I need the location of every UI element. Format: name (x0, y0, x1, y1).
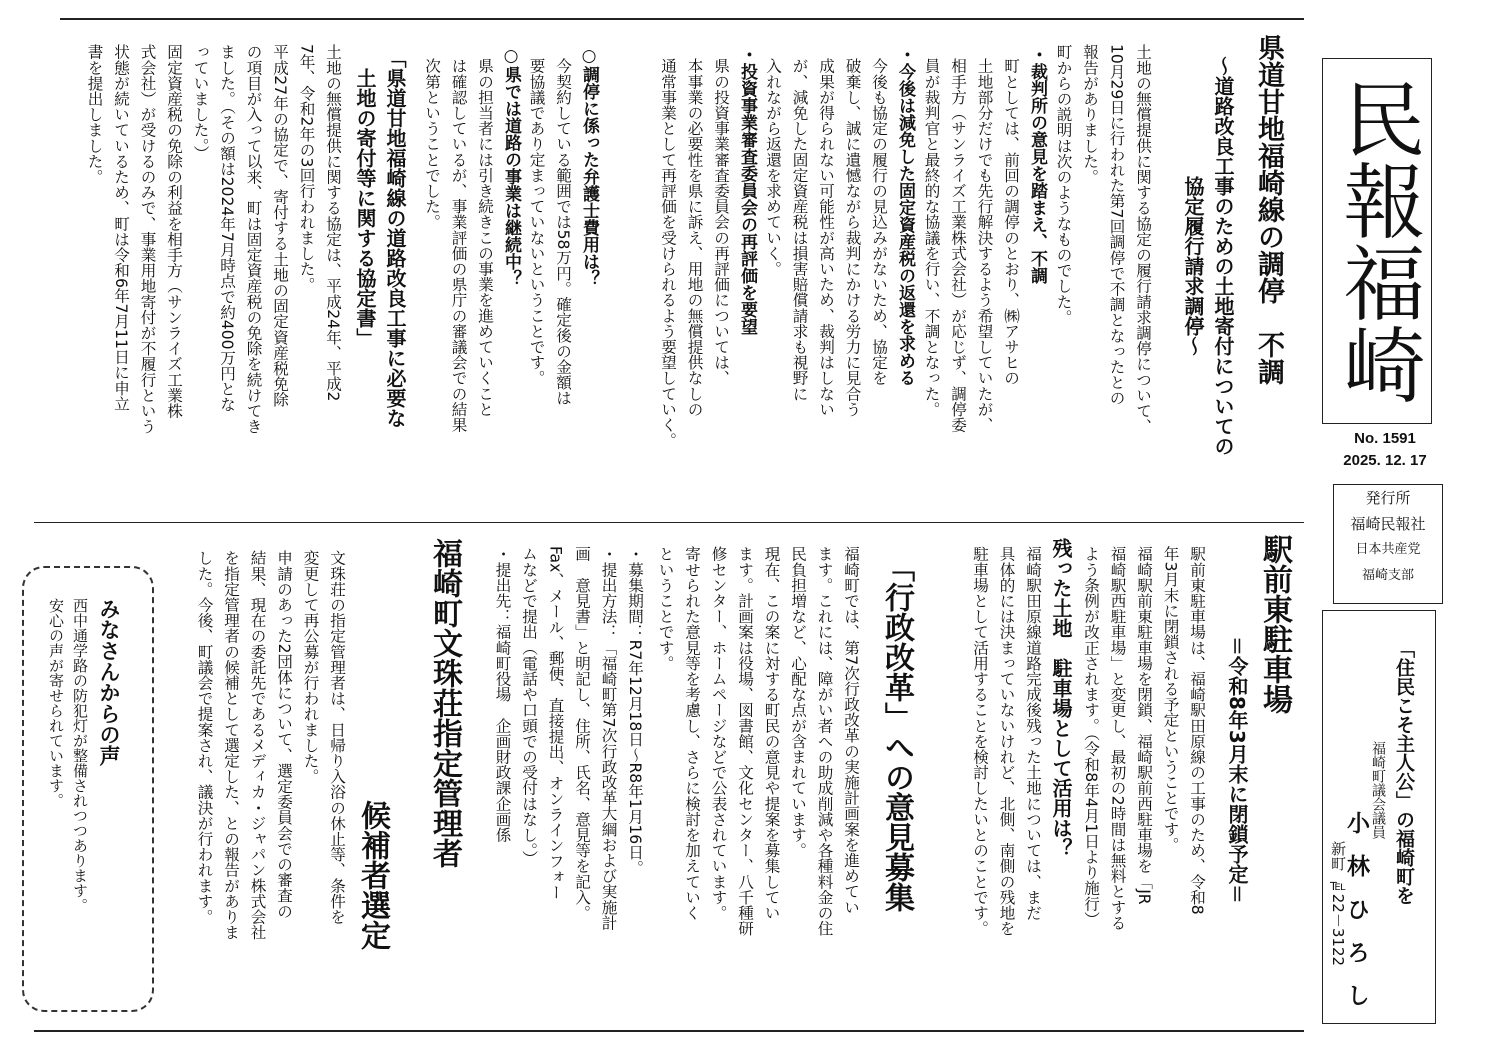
middle-rule (34, 522, 1304, 523)
bottom-rule (34, 1030, 1304, 1032)
readers-voice-title: みなさんからの声 (97, 598, 121, 766)
article2-body: 駅前東駐車場は、福崎駅田原線の工事のため、令和8 年3月末に閉鎖される予定ということです。 福崎駅前東駐車場を閉鎖、福崎駅前西駐車場を「JR 福崎駅西駐車場」と変更し、最初の2時間は無料とする よう条例が改正されます。（令和8年4月1日より施行） (1082, 546, 1206, 931)
article1-body-4: 県の投資事業審査委員会の再評価については、 本事業の必要性を県に訴え、用地の無償提供なしの 通常事業として再評価を受けられるよう要望していく。 (659, 58, 730, 448)
publisher-line: 発行所 (1365, 489, 1411, 507)
article4-title: 福崎町文珠荘指定管理者 (427, 538, 462, 868)
ad-address: 新町 ℡22－3122 (1329, 841, 1347, 967)
article3-body: 福崎町では、第7次行政改革の実施計画案を進めてい ます。これには、障がい者への助成削減や各種料金の住 民負担増など、心配な点が含まれています。 現在、この案に対する町民の意見や提案を募集してい ます。計画案は役場、図書館、文化センター、八千種研 修センター、ホームページなどで公表されています。 寄せられた意見等を考慮し、さらに検討を加えていく ということです。 (656, 546, 860, 936)
publisher-line: 福崎民報社 (1350, 515, 1426, 533)
article2-subhead: 残った土地 駐車場として活用は？ (1049, 538, 1073, 858)
article1-question-1: ○調停に係った弁護士費用は？ (579, 46, 599, 287)
article2-subtitle: ＝令和8年3月末に閉鎖予定＝ (1225, 636, 1249, 904)
readers-voice-body: 西中通学路の防犯灯が整備されつつあります。 安心の声が寄せられています。 (47, 598, 89, 913)
article1-intro: 土地の無償提供に関する協定の履行請求調停について、 10月29日に行われた第7回調停で不調となったとの 報告がありました。 町からの説明は次のようなものでした。 (1054, 44, 1152, 434)
ad-slogan: 「住民こそ主人公」の福崎町を (1393, 639, 1415, 905)
article1-body-3: 今後も協定の履行の見込みがないため、協定を 破棄し、誠に遺憾ながら裁判にかける労力に見合う 成果が得られない可能性が高いため、裁判はしない が、減免した固定資産税は損害賠償請求も視野に 入れながら返還を求めていく。 (764, 58, 888, 417)
agreement-box-body: 土地の無償提供に関する協定は、平成24年、平成2 7年、令和2年の3回行われました。 平成27年の協定で、寄付する土地の固定資産税免除 の項目が入って以来、町は固定資産税の免除を続けてき ました。（その額は2024年7月時点で約400万円とな っていました。） 固定資産税の免除の利益を相手方（サンライズ工業株 式会社）が受けるのみで、事業用地寄付が不履行という 状態が続いているため、町は令和6年7月11日に申立 書を提出しました。 (85, 44, 342, 434)
ad-name: 小 林 ひ ろ し (1343, 811, 1369, 1013)
masthead-title: 民報福崎 (1330, 77, 1425, 405)
article1-answer-2: 県の担当者には引き続きこの事業を進めていくこと は確認しているが、事業評価の県庁の審議会での結果 次第ということでした。 (423, 58, 494, 433)
readers-voice-box (22, 566, 154, 1012)
article1-title: 県道甘地福崎線の調停 不調 (1253, 34, 1284, 385)
article2-title: 駅前東駐車場 (1257, 534, 1292, 714)
issue-number: No. 1591 (1354, 430, 1416, 447)
publisher-line: 福崎支部 (1361, 568, 1414, 583)
article2-body-2: 福崎駅田原線道路完成後残った土地については、まだ 具体的には決まっていないけれど、北側、南側の残地を 駐車場として活用することを検討したいとのことです。 (971, 546, 1042, 936)
agreement-box-title: 「県道甘地福崎線の道路改良工事に必要な 土地の寄付等に関する協定書」 (353, 48, 407, 428)
publisher-box (1333, 484, 1443, 604)
masthead-box (1322, 58, 1432, 424)
article1-subhead-3: ・投資事業審査委員会の再評価を要望 (737, 46, 757, 335)
article1-subtitle: ～道路改良工事のための土地寄付についての 協定履行請求調停～ (1181, 56, 1235, 456)
article4-title-2: 候補者選定 (355, 800, 390, 950)
article1-subhead-1: ・裁判所の意見を踏まえ、不調 (1027, 46, 1047, 284)
publisher-line: 日本共産党 (1355, 542, 1421, 557)
article1-body-2: 町としては、前回の調停のとおり、㈱アサヒの 土地部分だけでも先行解決するよう希望していたが、 相手方（サンライズ工業株式会社）が応じず、調停委 員が裁判官と最終的な協議を行い、不調となった。 (922, 58, 1020, 433)
article3-title: 「行政改革」への意見募集 (879, 552, 914, 912)
article1-question-2: ○県では道路の事業は継続中？ (501, 46, 521, 287)
article1-answer-1: 今契約している範囲では58万円。確定後の金額は 要協議であり定まっていないということです。 (527, 58, 572, 406)
councillor-ad-box (1322, 610, 1436, 1024)
issue-date: 2025. 12. 17 (1343, 452, 1427, 469)
top-rule (60, 18, 1304, 20)
article4-body: 文珠荘の指定管理者は、日帰り入浴の休止等、条件を 変更して再公募が行われました。 申請のあった2団体について、選定委員会での審査の 結果、現在の委託先であるメディカ・ジャパン株式会社 を指定管理者の候補として選定した、との報告がありま した。今後、町議会で提案され、議決が行われます。 (195, 550, 346, 940)
article1-subhead-2: ・今後は減免した固定資産税の返還を求める (895, 46, 915, 386)
article3-items: ・募集期間：R7年12月18日～R8年1月16日。 ・提出方法：「福崎町第7次行政改革大綱および実施計 画 意見書」と明記し、住所、氏名、意見等を記入。 Fax、メール、郵便、直接提出、オンラインフォー ムなどで提出（電話や口頭での受付はなし。） ・提出先：福崎町役場 企画財政課企画係 (493, 546, 644, 931)
ad-role: 福崎町議会議員 (1370, 741, 1386, 839)
